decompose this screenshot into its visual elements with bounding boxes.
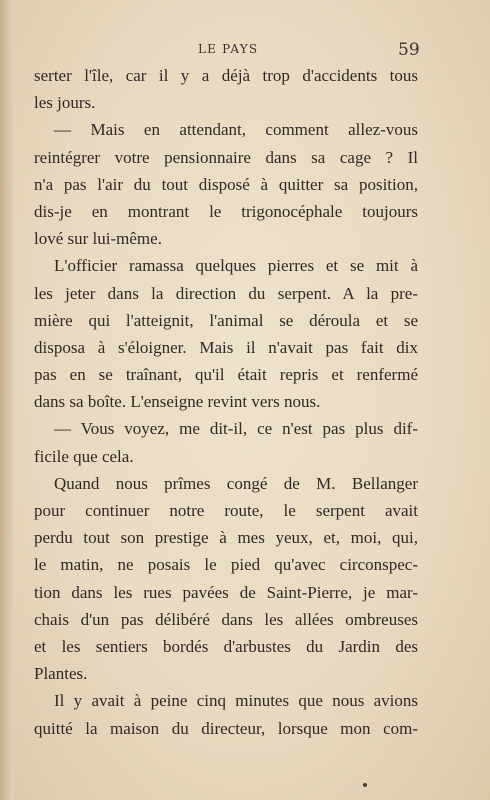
page-number: 59 [398, 40, 420, 60]
text-line: lové sur lui-même. [34, 229, 162, 249]
text-line: chais d'un pas délibéré dans les allées ombreuses [34, 609, 418, 629]
page-binding-edge [0, 0, 14, 800]
running-head: LE PAYS [198, 42, 259, 56]
text-line: dis-je en montrant le trigonocéphale toujours [34, 201, 418, 221]
text-line: mière qui l'atteignit, l'animal se déroula et se [34, 310, 418, 330]
text-line: dans sa boîte. L'enseigne revint vers nous. [34, 392, 321, 412]
text-line: et les sentiers bordés d'arbustes du Jardin des [34, 636, 418, 656]
text-line: disposa à s'éloigner. Mais il n'avait pas fait dix [34, 337, 418, 357]
ink-speck [363, 783, 367, 787]
text-line: Plantes. [34, 664, 88, 684]
text-line: Quand nous prîmes congé de M. Bellanger [54, 473, 418, 493]
text-line: quitté la maison du directeur, lorsque mon com- [34, 718, 418, 738]
text-line: — Vous voyez, me dit-il, ce n'est pas plus dif- [54, 419, 418, 439]
text-line: n'a pas l'air du tout disposé à quitter sa position, [34, 174, 418, 194]
text-line: les jours. [34, 93, 96, 113]
text-line: pas en se traînant, qu'il était repris et renfermé [34, 365, 418, 385]
text-line: tion dans les rues pavées de Saint-Pierre, je mar- [34, 582, 418, 602]
page-header [0, 40, 490, 60]
text-line: serter l'île, car il y a déjà trop d'accidents tous [34, 66, 418, 85]
text-line: le matin, ne posais le pied qu'avec circonspec- [34, 555, 418, 575]
body-text [34, 62, 418, 742]
text-line: les jeter dans la direction du serpent. A la pre- [34, 283, 418, 303]
text-line: reintégrer votre pensionnaire dans sa cage ? Il [34, 147, 418, 167]
text-line: perdu tout son prestige à mes yeux, et, moi, qui, [34, 528, 418, 548]
text-line: ficile que cela. [34, 446, 134, 466]
text-line: Il y avait à peine cinq minutes que nous avions [54, 691, 418, 711]
text-line: pour continuer notre route, le serpent avait [34, 501, 418, 520]
text-line: L'officier ramassa quelques pierres et se mit à [54, 256, 418, 276]
text-line: — Mais en attendant, comment allez-vous [54, 120, 418, 140]
